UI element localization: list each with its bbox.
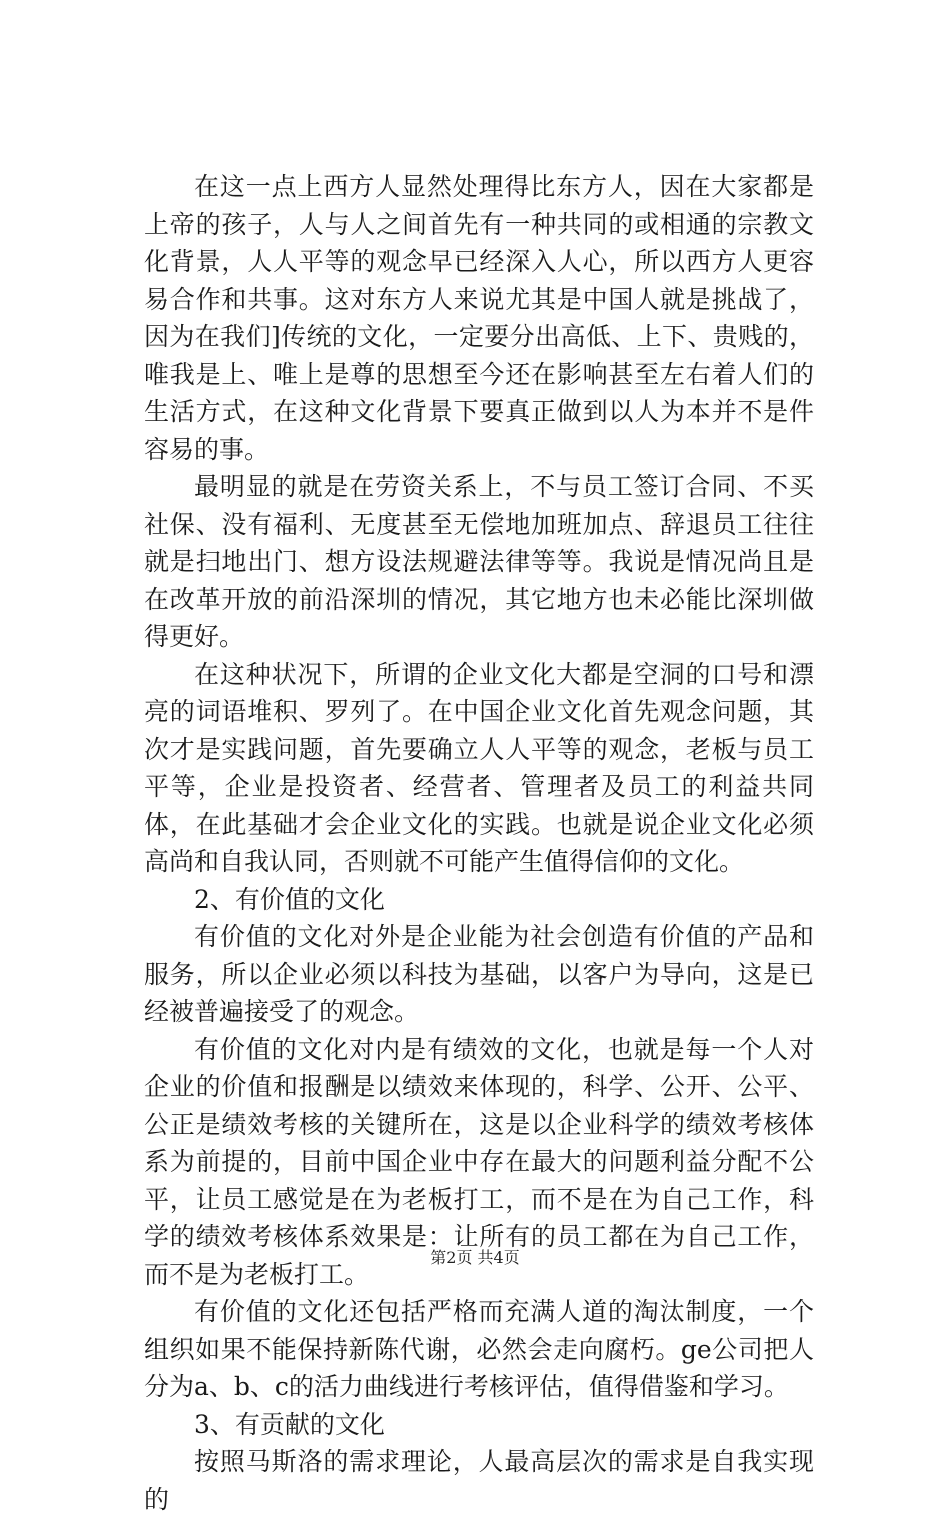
paragraph-3: 在这种状况下，所谓的企业文化大都是空洞的口号和漂亮的词语堆积、罗列了。在中国企业文化首先观念问题，其次才是实践问题，首先要确立人人平等的观念，老板与员工平等，企业是投资者、经营者、管理者及员工的利益共同体，在此基础才会企业文化的实践。也就是说企业文化必须高尚和自我认同，否则就不可能产生值得信仰的文化。 [144, 659, 814, 876]
document-body [144, 168, 814, 1518]
paragraph-4: 有价值的文化对外是企业能为社会创造有价值的产品和服务，所以企业必须以科技为基础，以客户为导向，这是已经被普遍接受了的观念。 [144, 922, 814, 1026]
section-heading-2: 2、有价值的文化 [194, 884, 385, 914]
paragraph-5: 有价值的文化对内是有绩效的文化，也就是每一个人对企业的价值和报酬是以绩效来体现的，科学、公开、公平、公正是绩效考核的关键所在，这是以企业科学的绩效考核体系为前提的，目前中国企业中存在最大的问题利益分配不公平，让员工感觉是在为老板打工，而不是在为自己工作，科学的绩效考核体系效果是：让所有的员工都在为自己工作，而不是为老板打工。 [144, 1034, 814, 1289]
section-heading-3: 3、有贡献的文化 [194, 1409, 385, 1439]
paragraph-6: 有价值的文化还包括严格而充满人道的淘汰制度，一个组织如果不能保持新陈代谢，必然会走向腐朽。ge公司把人分为a、b、c的活力曲线进行考核评估，值得借鉴和学习。 [144, 1297, 814, 1401]
paragraph-7: 按照马斯洛的需求理论，人最高层次的需求是自我实现的 [144, 1447, 814, 1514]
page-footer: 第2页 共4页 [430, 1248, 520, 1267]
paragraph-1: 在这一点上西方人显然处理得比东方人，因在大家都是上帝的孩子，人与人之间首先有一种共同的或相通的宗教文化背景，人人平等的观念早已经深入人心，所以西方人更容易合作和共事。这对东方人来说尤其是中国人就是挑战了，因为在我们]传统的文化，一定要分出高低、上下、贵贱的，唯我是上、唯上是尊的思想至今还在影响甚至左右着人们的生活方式，在这种文化背景下要真正做到以人为本并不是件容易的事。 [144, 172, 814, 464]
paragraph-2: 最明显的就是在劳资关系上，不与员工签订合同、不买社保、没有福利、无度甚至无偿地加班加点、辞退员工往往就是扫地出门、想方设法规避法律等等。我说是情况尚且是在改革开放的前沿深圳的情况，其它地方也未必能比深圳做得更好。 [144, 472, 814, 651]
